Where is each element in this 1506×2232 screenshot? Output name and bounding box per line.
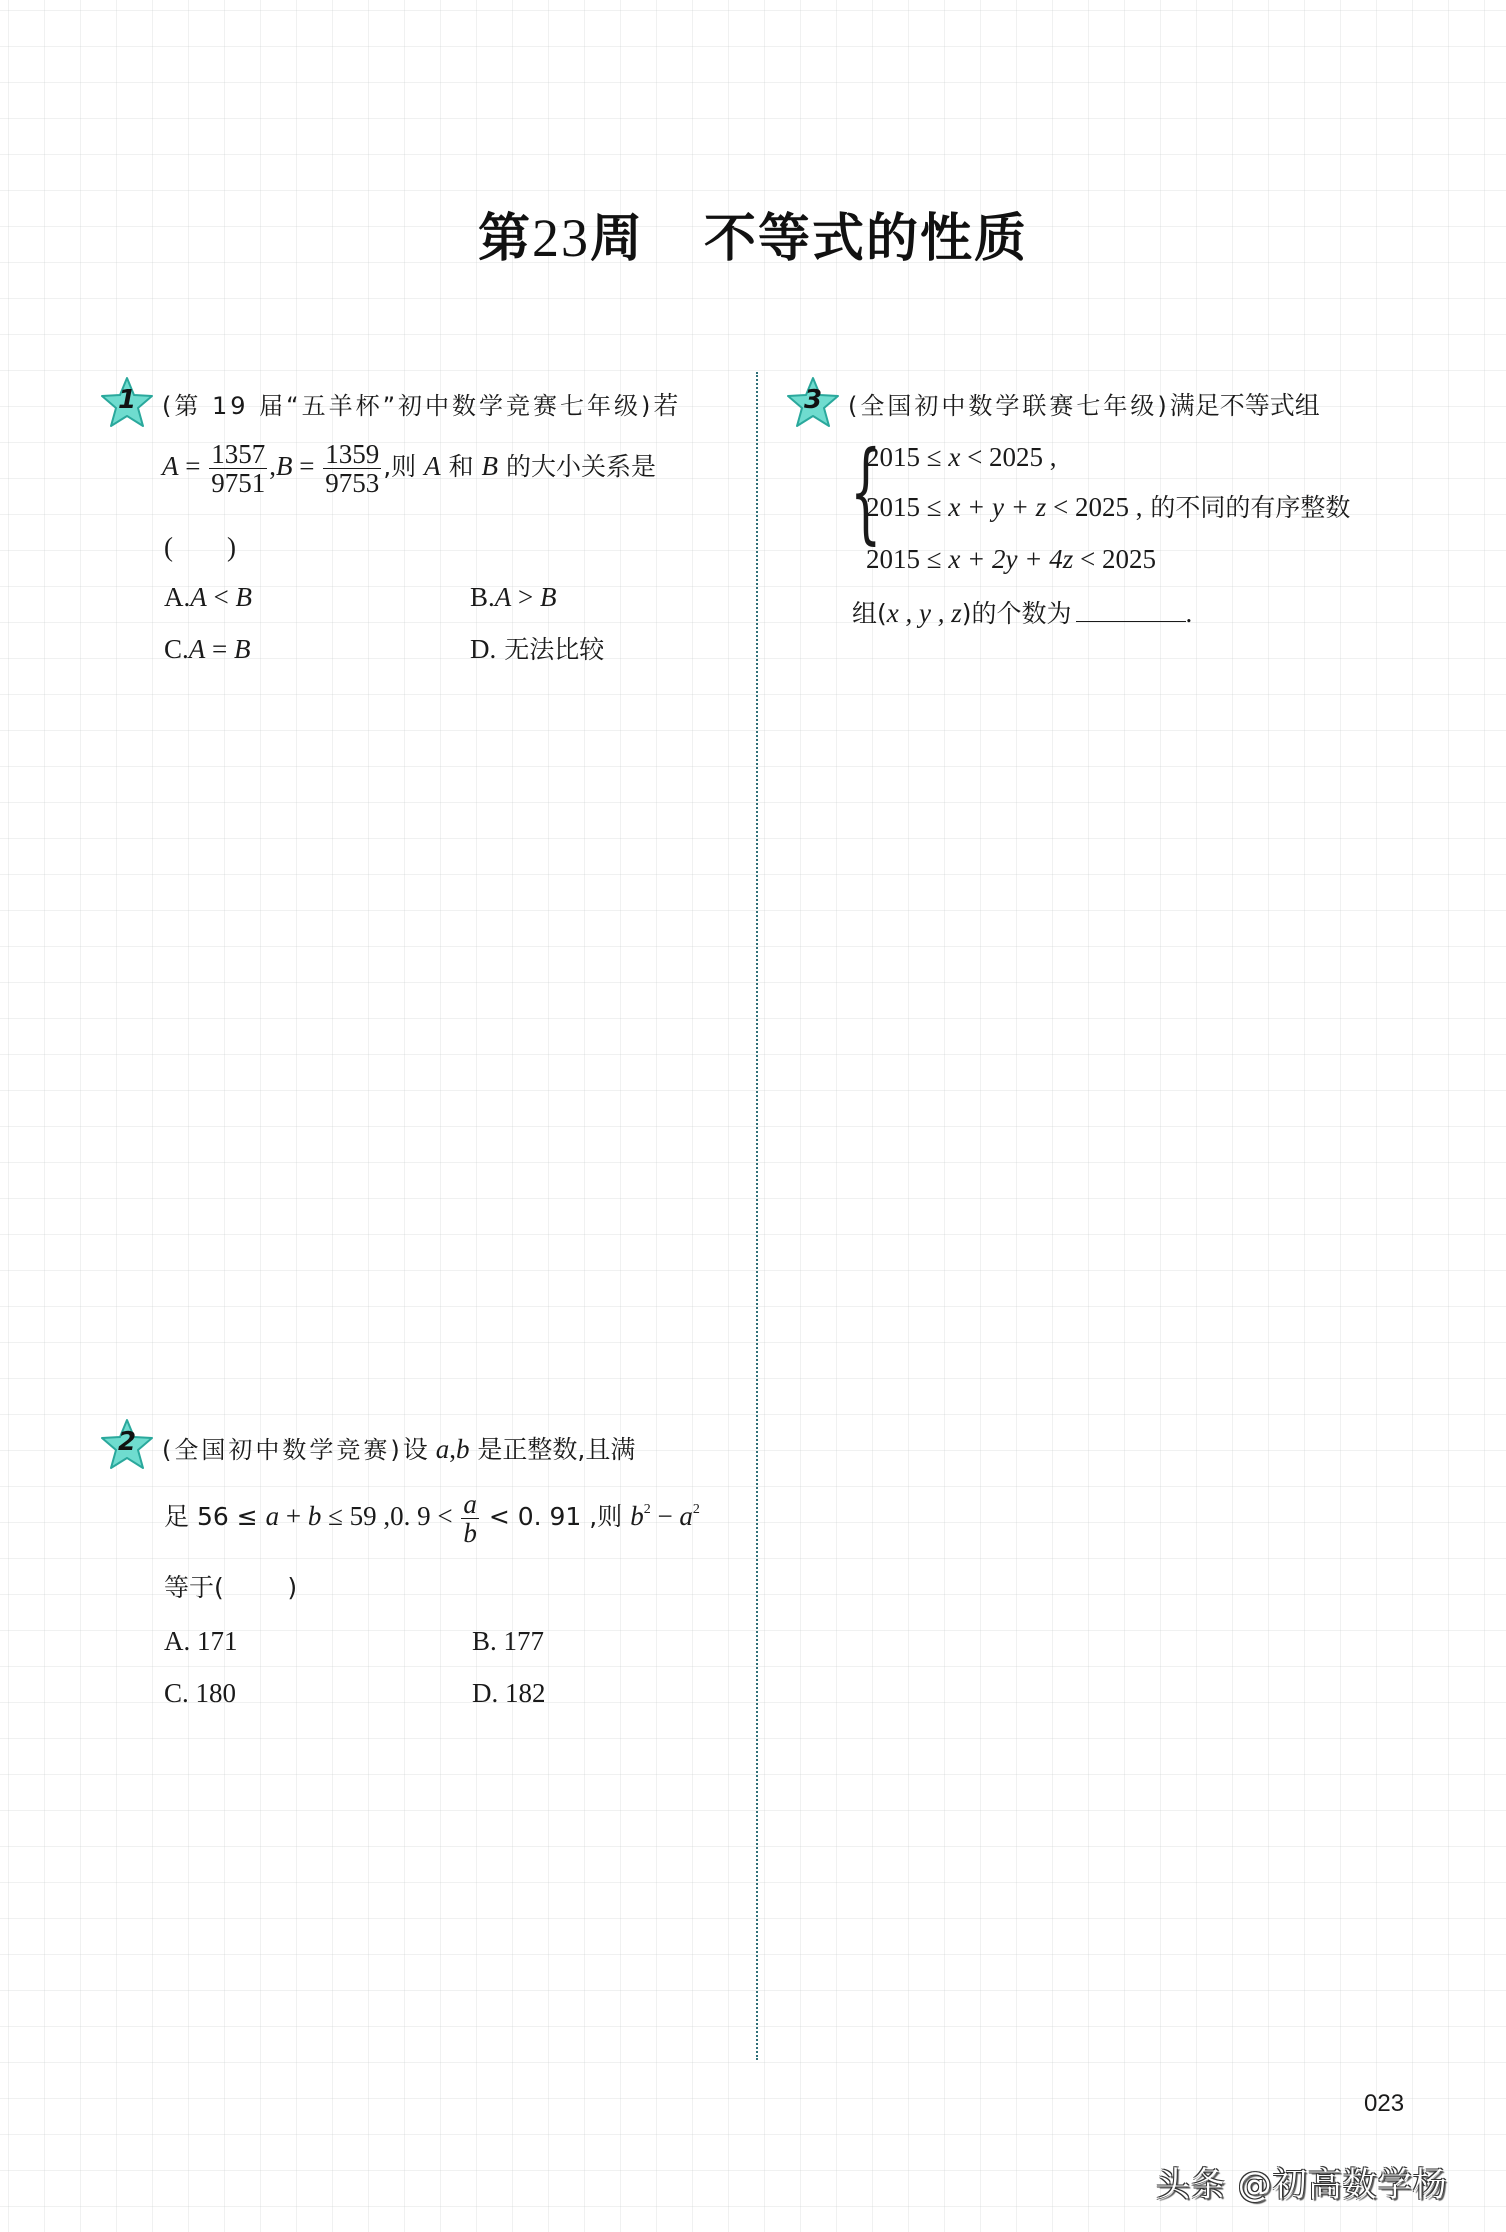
var-B: B [481,451,499,482]
system-row-3 [866,542,1156,577]
problem-text: < 0. 91 ,则 [480,1502,631,1532]
system-text: < 2025 , [960,442,1057,472]
var-B: B [234,634,251,664]
page-number: 023 [1364,2090,1405,2117]
var-A: A [424,451,441,482]
option-value: 182 [498,1678,546,1708]
operator: − [650,1501,680,1532]
problem-source: (第 19 届“五羊杯”初中数学竞赛七年级) [162,392,654,420]
column-divider [756,372,758,2060]
problem-text: 的大小关系是 [498,452,656,482]
fraction-a-over-b [461,1490,479,1548]
star-badge-icon [100,1418,154,1470]
problem-number: 2 [117,1427,137,1457]
var-b: b [630,1501,644,1532]
option-label: C. [164,1678,189,1708]
comma: , [449,1434,456,1464]
system-text: < 2025 [1073,544,1156,574]
left-brace: { [850,427,882,555]
operator: < [206,582,236,612]
operator: + [279,1501,308,1532]
system-expr: x [948,442,961,472]
option-value: 180 [188,1678,237,1708]
problem-text: 是正整数,且满 [469,1435,636,1464]
problem-text: 等于( ) [164,1573,298,1602]
week-number: 23 [531,208,590,268]
problem-number: 3 [803,385,823,415]
system-text: 2015 ≤ [866,442,949,472]
system-expr: x + y + z [948,492,1047,522]
var-a: a [679,1501,693,1532]
denominator: b [463,1518,477,1549]
option-label: B. [470,582,495,612]
period: . [1185,598,1193,628]
var-A: A [188,634,206,664]
answer-paren: ( ) [164,532,236,562]
exponent: 2 [643,1502,651,1518]
title-suffix: 周 [589,209,644,269]
system-text: < 2025 , [1046,492,1143,522]
option-d [470,632,604,667]
var-b: b [307,1501,322,1532]
title-prefix: 第 [477,209,532,269]
var-B: B [540,582,557,612]
answer-blank[interactable] [1076,599,1186,622]
option-text: 无法比较 [496,635,605,664]
option-label: B. [472,1626,497,1656]
problem-text: )的个数为 [961,599,1072,628]
problem-text: 和 [440,452,482,482]
problem-text: 若 [653,391,679,420]
option-label: C. [164,634,189,664]
exponent: 2 [692,1502,700,1518]
system-text: 2015 ≤ [866,492,949,522]
page-title [0,196,1506,271]
problem-source: (全国初中数学联赛七年级) [848,392,1170,420]
var-a: a [435,1434,450,1464]
var-B: B [235,582,252,612]
option-b [472,1624,544,1659]
var-A: A [162,451,179,482]
denominator: 9753 [325,468,380,499]
var-b: b [455,1434,470,1464]
option-c [164,1676,236,1711]
problem-text: 设 [402,1435,436,1464]
option-label: A. [164,1626,191,1656]
var-B: B [275,451,293,482]
option-d [472,1676,546,1711]
option-a [164,580,252,615]
option-c [164,632,251,667]
system-row-2 [866,490,1350,525]
numerator: 1357 [211,439,266,469]
star-badge-icon [100,376,154,428]
equals: = [178,451,208,482]
operator: = [205,634,234,664]
problem-text: 组( [852,599,887,628]
fraction-A [209,440,267,498]
title-topic: 不等式的性质 [704,209,1029,269]
numerator: a [463,1489,477,1519]
problem-text: 的不同的有序整数 [1142,493,1351,522]
problem-text: 满足不等式组 [1169,391,1320,420]
option-label: D. [470,634,497,664]
comma: , [269,451,276,482]
tuple: x , y , z [886,598,962,628]
system-expr: x + 2y + 4z [948,544,1074,574]
numerator: 1359 [325,439,380,469]
var-a: a [265,1501,280,1532]
option-label: A. [164,582,191,612]
problem-text: ,则 [383,452,425,482]
equals: = [292,451,322,482]
option-value: 171 [190,1626,238,1656]
option-a [164,1624,238,1659]
option-label: D. [472,1678,499,1708]
var-A: A [494,582,512,612]
system-row-1 [866,440,1057,475]
watermark: 头条 @初高数学杨 [1156,2165,1448,2205]
denominator: 9751 [211,468,266,499]
problem-text: ≤ 59 ,0. 9 < [321,1501,460,1532]
system-text: 2015 ≤ [866,544,949,574]
star-badge-icon [786,376,840,428]
option-value: 177 [496,1626,545,1656]
option-b [470,580,557,615]
problem-source: (全国初中数学竞赛) [162,1436,403,1464]
fraction-B [323,440,381,498]
problem-text: 足 56 ≤ [164,1502,266,1532]
operator: > [511,582,540,612]
problem-number: 1 [117,385,137,415]
var-A: A [190,582,207,612]
